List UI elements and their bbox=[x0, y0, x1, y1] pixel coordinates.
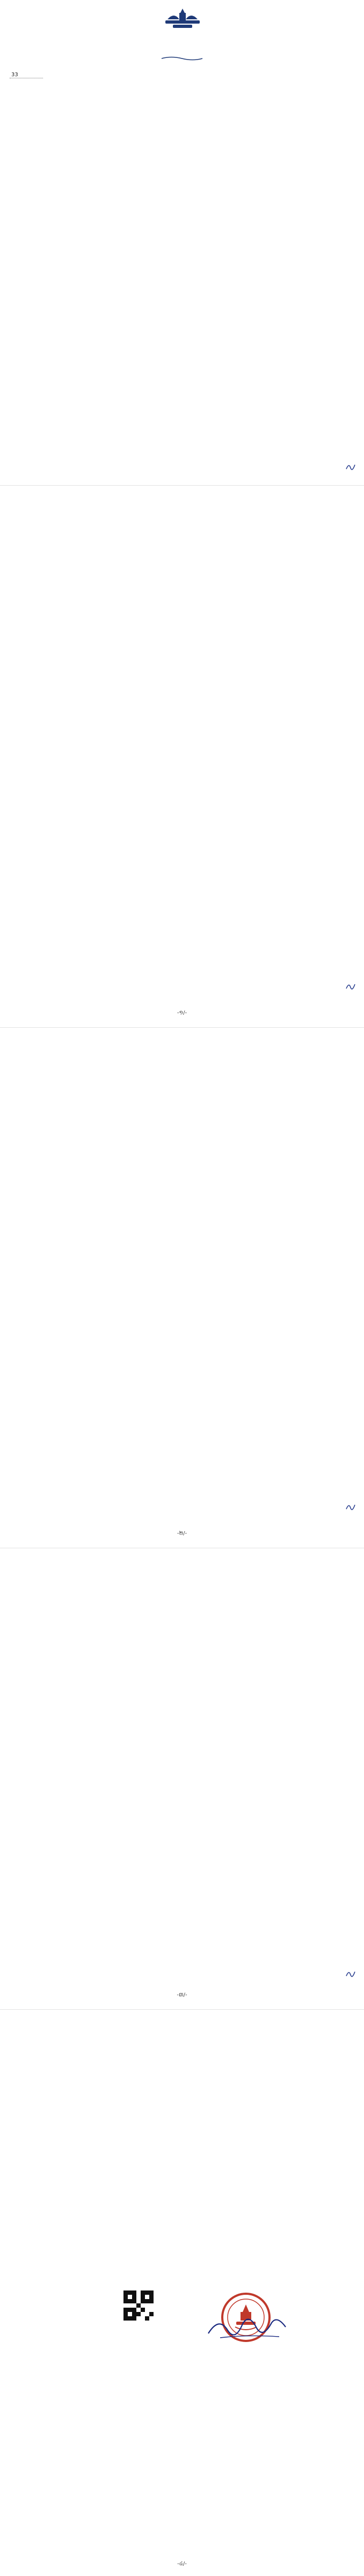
page-3 bbox=[0, 1029, 364, 1546]
page-number: -១/- bbox=[177, 1010, 187, 1016]
initial-mark-icon bbox=[345, 1502, 356, 1513]
page-1 bbox=[0, 0, 364, 483]
royal-emblem-icon bbox=[161, 8, 204, 30]
page-4 bbox=[0, 1550, 364, 2007]
page-separator bbox=[0, 485, 364, 486]
page-separator bbox=[0, 2009, 364, 2010]
page-separator bbox=[0, 1027, 364, 1028]
initial-mark-icon bbox=[345, 462, 356, 473]
initial-mark-icon bbox=[345, 981, 356, 993]
page-2 bbox=[0, 487, 364, 1025]
ornament-divider-icon bbox=[161, 56, 203, 61]
page-5 bbox=[0, 2011, 364, 2576]
initial-mark-icon bbox=[345, 1968, 356, 1980]
page-number: -២/- bbox=[177, 1531, 187, 1536]
document-number-line bbox=[10, 72, 43, 78]
page-number: -៤/- bbox=[177, 2561, 187, 2567]
signature-block bbox=[183, 2264, 322, 2265]
handwritten-signature-icon bbox=[204, 2312, 290, 2344]
qr-code-icon bbox=[123, 2290, 154, 2321]
page-number: -៣/- bbox=[177, 1992, 187, 1998]
document-number: 33 bbox=[10, 72, 43, 78]
